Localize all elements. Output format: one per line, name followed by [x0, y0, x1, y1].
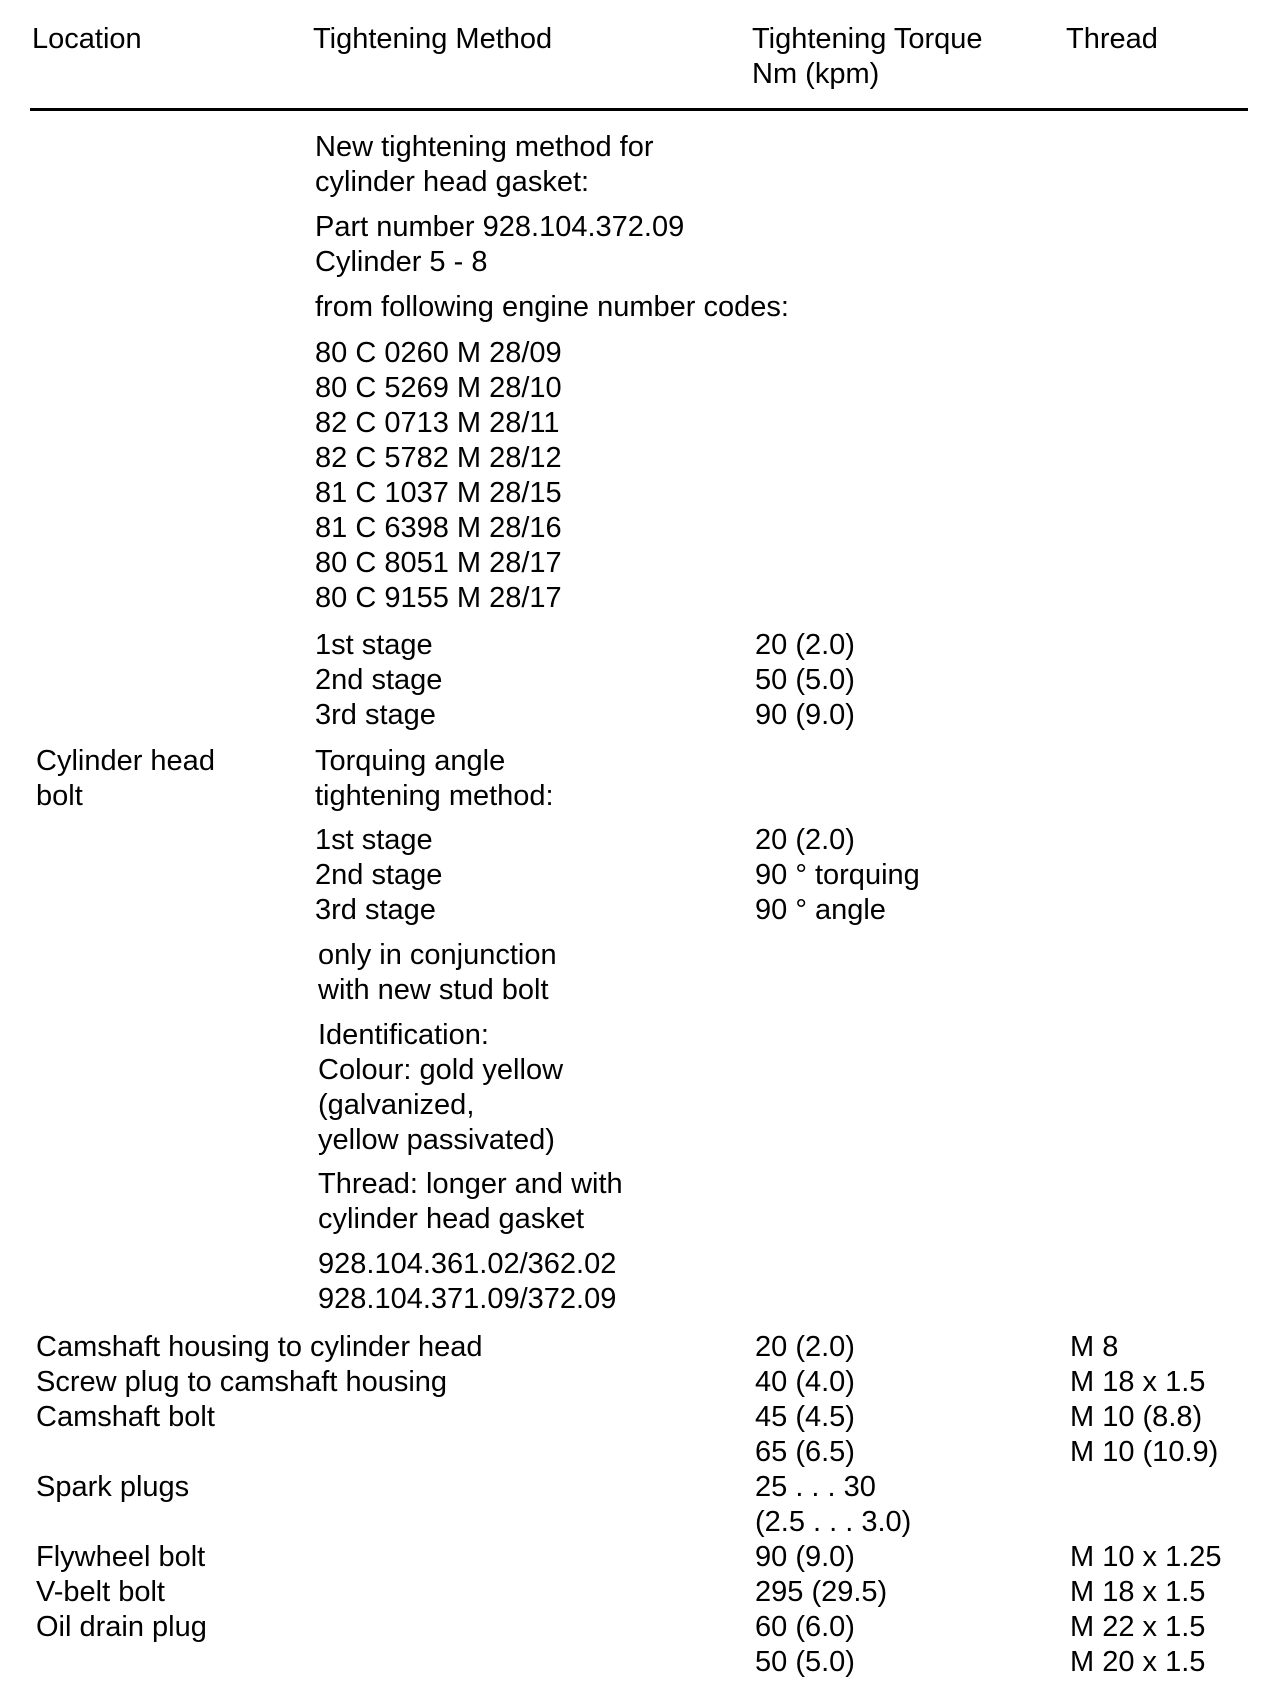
codes-intro: from following engine number codes:: [315, 291, 789, 323]
row-location: Camshaft housing to cylinder head: [36, 1331, 483, 1363]
header-thread: Thread: [1066, 23, 1158, 55]
stages-a-torque: [755, 628, 855, 733]
stages-a: [315, 628, 442, 733]
row-torque: 45 (4.5): [755, 1401, 855, 1433]
pn-line1: 928.104.361.02/362.02: [318, 1248, 617, 1280]
conjunction-note: [318, 938, 557, 1008]
row-location: Screw plug to camshaft housing: [36, 1366, 448, 1398]
new-method-line1: New tightening method for: [315, 131, 654, 163]
ident-line1: Identification:: [318, 1019, 489, 1051]
angle-line1: Torquing angle: [315, 745, 506, 777]
engine-code: 81 C 6398 M 28/16: [315, 512, 562, 544]
stage-label: 1st stage: [315, 629, 433, 661]
row-location: Oil drain plug: [36, 1611, 207, 1643]
row-location: V-belt bolt: [36, 1576, 165, 1608]
row-thread: M 10 (8.8): [1070, 1401, 1203, 1433]
row-torque: (2.5 . . . 3.0): [755, 1506, 912, 1538]
stage-label: 2nd stage: [315, 664, 443, 696]
thread-note: [318, 1167, 623, 1237]
conj-line2: with new stud bolt: [318, 974, 549, 1006]
new-method-line2: cylinder head gasket:: [315, 166, 590, 198]
row-location: [36, 1435, 483, 1470]
pn-line2: 928.104.371.09/372.09: [318, 1283, 617, 1315]
row-thread: M 18 x 1.5: [1070, 1576, 1206, 1608]
rows-torque: [755, 1330, 911, 1680]
header-torque: [752, 22, 983, 92]
thread-line1: Thread: longer and with: [318, 1168, 623, 1200]
row-thread: M 22 x 1.5: [1070, 1611, 1206, 1643]
engine-code: 80 C 5269 M 28/10: [315, 372, 562, 404]
stage-label: 3rd stage: [315, 699, 436, 731]
identification-note: [318, 1018, 563, 1158]
row-torque: 40 (4.0): [755, 1366, 855, 1398]
row-thread: M 10 (10.9): [1070, 1436, 1219, 1468]
row-torque: 50 (5.0): [755, 1646, 855, 1678]
engine-code: 81 C 1037 M 28/15: [315, 477, 562, 509]
part-line1: Part number 928.104.372.09: [315, 211, 685, 243]
row-location: [36, 1505, 483, 1540]
part-numbers-note: [318, 1247, 616, 1317]
engine-code: 82 C 5782 M 28/12: [315, 442, 562, 474]
engine-code: 80 C 0260 M 28/09: [315, 337, 562, 369]
part-line2: Cylinder 5 - 8: [315, 246, 488, 278]
new-method-note: [315, 130, 654, 200]
header-torque-line1: Tightening Torque: [752, 23, 983, 55]
row-torque: 65 (6.5): [755, 1436, 855, 1468]
conj-line1: only in conjunction: [318, 939, 557, 971]
row-location: Flywheel bolt: [36, 1541, 206, 1573]
location-line2: bolt: [36, 780, 83, 812]
engine-codes-list: [315, 336, 562, 616]
engine-code: 80 C 9155 M 28/17: [315, 582, 562, 614]
header-method: Tightening Method: [313, 23, 553, 55]
row-torque: 20 (2.0): [755, 1331, 855, 1363]
row-thread: [1070, 1505, 1222, 1540]
stage-label: 3rd stage: [315, 894, 436, 926]
stage-torque: 90 ° angle: [755, 894, 886, 926]
stage-torque: 90 ° torquing: [755, 859, 920, 891]
ident-line3: (galvanized,: [318, 1089, 475, 1121]
header-location: Location: [32, 23, 142, 55]
row-location: Camshaft bolt: [36, 1401, 215, 1433]
rows-location: [36, 1330, 483, 1645]
ident-line2: Colour: gold yellow: [318, 1054, 564, 1086]
stage-torque: 20 (2.0): [755, 629, 855, 661]
angle-method-note: [315, 744, 554, 814]
stage-label: 2nd stage: [315, 859, 443, 891]
row-location: Spark plugs: [36, 1471, 190, 1503]
row-torque: 90 (9.0): [755, 1541, 855, 1573]
row-thread: M 18 x 1.5: [1070, 1366, 1206, 1398]
header-rule: [30, 108, 1248, 111]
row-torque: 295 (29.5): [755, 1576, 888, 1608]
row-torque: 60 (6.0): [755, 1611, 855, 1643]
part-number-note: [315, 210, 684, 280]
header-torque-line2: Nm (kpm): [752, 58, 880, 90]
stage-torque: 50 (5.0): [755, 664, 855, 696]
stage-torque: 20 (2.0): [755, 824, 855, 856]
stages-b: [315, 823, 442, 928]
stage-label: 1st stage: [315, 824, 433, 856]
row-thread: M 10 x 1.25: [1070, 1541, 1222, 1573]
location-line1: Cylinder head: [36, 745, 215, 777]
row-thread: [1070, 1470, 1222, 1505]
thread-line2: cylinder head gasket: [318, 1203, 584, 1235]
angle-line2: tightening method:: [315, 780, 554, 812]
row-thread: M 20 x 1.5: [1070, 1646, 1206, 1678]
row-torque: 25 . . . 30: [755, 1471, 876, 1503]
ident-line4: yellow passivated): [318, 1124, 555, 1156]
engine-code: 80 C 8051 M 28/17: [315, 547, 562, 579]
rows-thread: [1070, 1330, 1222, 1680]
location-cylinder-head-bolt: [36, 744, 215, 814]
row-thread: M 8: [1070, 1331, 1119, 1363]
stage-torque: 90 (9.0): [755, 699, 855, 731]
engine-code: 82 C 0713 M 28/11: [315, 407, 560, 439]
stages-b-torque: [755, 823, 920, 928]
